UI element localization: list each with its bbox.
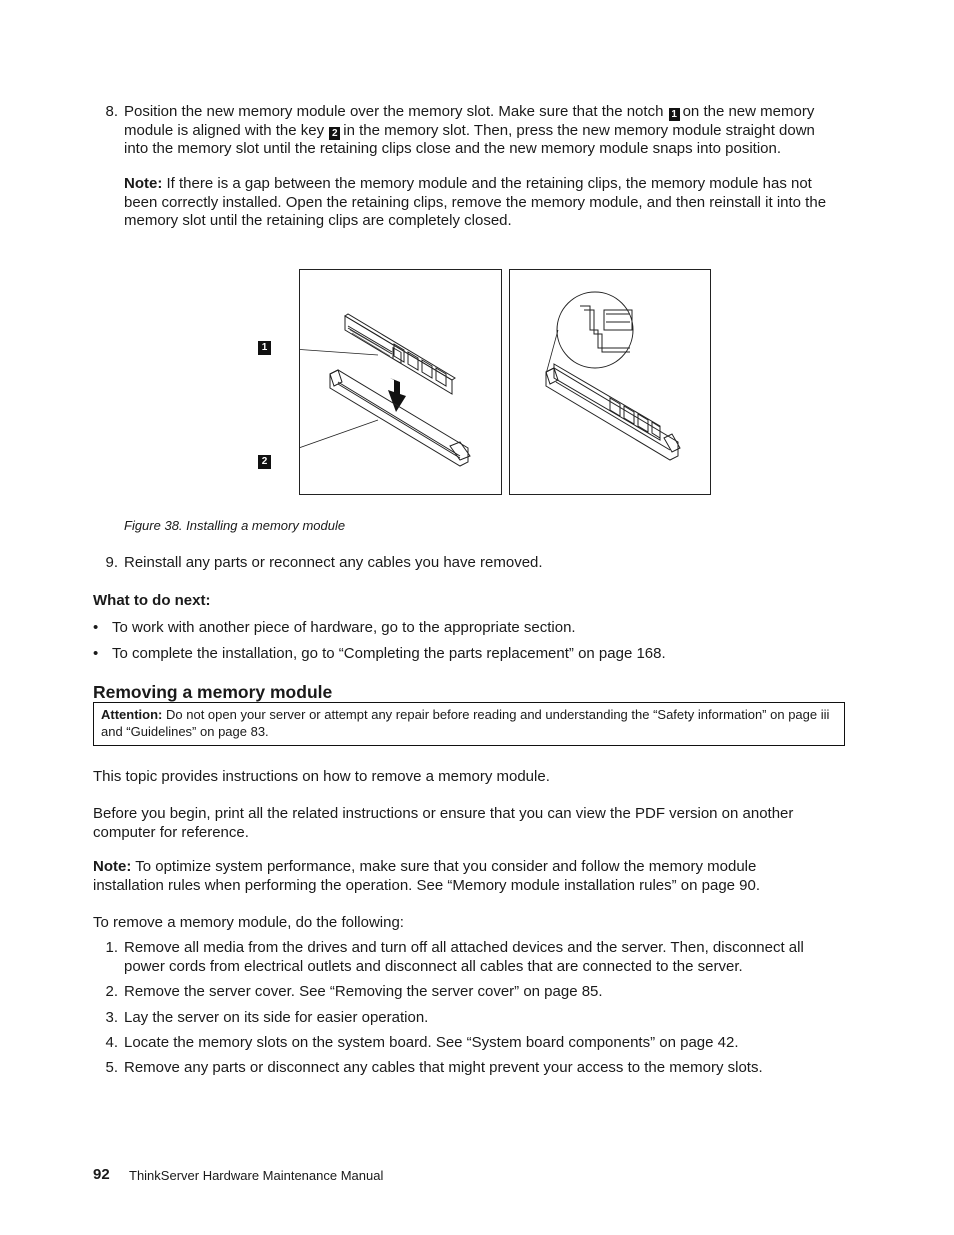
removal-step-4: Locate the memory slots on the system board. See “System board components” on page 42.: [124, 1034, 739, 1051]
note-installation: [124, 175, 836, 231]
note-label: Note:: [124, 175, 163, 192]
removal-step-3: Lay the server on its side for easier operation.: [124, 1009, 429, 1026]
note-text: If there is a gap between the memory module and the retaining clips, the memory module has not been correctly installed. Open the retaining clips, remove the memory module, and then reinstall it into the memory slot until the retaining clips are completely closed.: [124, 175, 827, 229]
step-8-text: [124, 103, 854, 159]
step-number: 2.: [105, 983, 118, 1000]
what-next-bullet-2: To complete the installation, go to “Completing the parts replacement” on page 168.: [112, 645, 666, 662]
step-8-text-d: in the memory slot. Then, press the new memory module straight down: [343, 121, 815, 139]
step-8-text-e: into the memory slot until the retaining clips close and the new memory module snaps into position.: [124, 140, 782, 157]
memory-module-seated-illustration: [510, 270, 710, 494]
figure-caption: Figure 38. Installing a memory module: [124, 518, 346, 533]
removal-step-2: Remove the server cover. See “Removing the server cover” on page 85.: [124, 983, 603, 1000]
figure-callout-1: 1: [258, 341, 271, 355]
step-8-text-a: Position the new memory module over the memory slot. Make sure that the notch: [124, 103, 664, 120]
bullet-marker: •: [93, 645, 99, 662]
what-next-heading: What to do next:: [93, 592, 211, 609]
step-number: 9.: [105, 554, 118, 571]
manual-title: ThinkServer Hardware Maintenance Manual: [129, 1168, 384, 1183]
figure-right-panel: [509, 269, 711, 495]
page-number: 92: [93, 1166, 110, 1183]
note-text: To optimize system performance, make sure that you consider and follow the memory module installation rules when performing the operation. See “Memory module installation rules” on page 90.: [93, 858, 761, 894]
step-number: 5.: [105, 1059, 118, 1076]
section-note: [93, 858, 818, 895]
attention-label: Attention:: [101, 707, 163, 722]
step-9-text: Reinstall any parts or reconnect any cables you have removed.: [124, 554, 543, 571]
memory-module-install-illustration: [300, 270, 501, 494]
step-number: 8.: [105, 103, 118, 120]
attention-box: [93, 702, 845, 746]
figure-callout-2: 2: [258, 455, 271, 469]
bullet-marker: •: [93, 619, 99, 636]
section-lead: To remove a memory module, do the following:: [93, 914, 404, 931]
figure-left-panel: [299, 269, 502, 495]
callout-badge-1: 1: [669, 108, 680, 121]
section-intro: This topic provides instructions on how to remove a memory module.: [93, 768, 550, 785]
step-number: 3.: [105, 1009, 118, 1026]
section-before: Before you begin, print all the related instructions or ensure that you can view the PDF version on another computer for reference.: [93, 805, 794, 841]
section-title: Removing a memory module: [93, 682, 333, 702]
what-next-bullet-1: To work with another piece of hardware, go to the appropriate section.: [112, 619, 576, 636]
step-number: 4.: [105, 1034, 118, 1051]
callout-badge-2: 2: [329, 127, 340, 140]
removal-step-1: Remove all media from the drives and turn off all attached devices and the server. Then, disconnect all power cords from electrical outlets and disconnect all cables that are connected to the server.: [124, 939, 804, 975]
step-8-text-c: module is aligned with the key: [124, 121, 325, 139]
note-label: Note:: [93, 858, 132, 875]
attention-text: Do not open your server or attempt any repair before reading and understanding the “Safety information” on page iii and “Guidelines” on page 83.: [101, 707, 830, 739]
step-8-text-b: on the new memory: [682, 103, 815, 120]
step-number: 1.: [105, 939, 118, 956]
removal-step-5: Remove any parts or disconnect any cables that might prevent your access to the memory slots.: [124, 1059, 763, 1076]
